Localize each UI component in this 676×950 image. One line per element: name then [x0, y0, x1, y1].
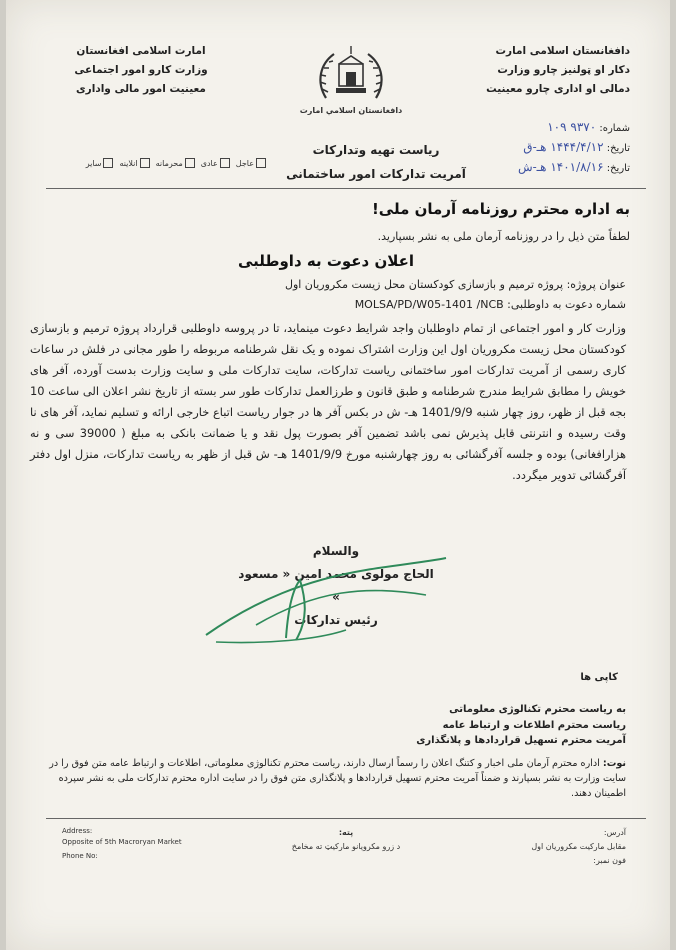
handwritten-signature-icon — [196, 540, 456, 650]
note-label: نوت: — [602, 758, 626, 769]
announcement-title: اعلان دعوت به داوطلبی — [237, 252, 415, 270]
number-value: ۹۳۷۰ ۱۰۹ — [547, 120, 597, 134]
header-right-line: دکار او ټولنیز چارو وزارت — [497, 64, 630, 76]
copies-label: کاپی ها — [580, 672, 618, 683]
addressee — [70, 200, 630, 218]
footer-dari — [446, 826, 626, 868]
letter-page — [6, 0, 670, 950]
note-text: اداره محترم آرمان ملی اخبار و کتنگ اعلان را رسماً ارسال دارند، ریاست محترم تکنالوژی معلوماتی، اطلاعات و ارتباط عامه متن فوق را در سایت وزارت به نشر بسپارند و ضمناً آمریت محترم تسهیل قراردادها و پلانگذاری متن فوق را در سایت اداره محترم تدارکات ملی به نشر سپرده اطمینان دهند. — [49, 758, 626, 799]
footer-dari-label: آدرس: — [603, 828, 626, 837]
department-line: آمریت تدارکات امور ساختمانی — [286, 167, 466, 181]
footer-english — [62, 826, 202, 862]
footer-pashto-address: د زرو مکرویانو مارکیټ ته مخامخ — [291, 842, 401, 851]
cc-item: ریاست محترم اطلاعات و ارتباط عامه — [442, 719, 626, 731]
emblem-caption: دافغانستان اسلامي امارت — [299, 106, 403, 115]
classification-checkboxes — [46, 158, 266, 168]
footer-address-label: Address: — [62, 827, 93, 835]
header-right-line: دمالی او اداری چارو معینیت — [486, 83, 630, 95]
checkbox-confidential[interactable]: محرمانه — [156, 158, 195, 168]
checkbox-online[interactable]: انلاینه — [119, 158, 149, 168]
tender-number-line: شماره دعوت به داوطلبی: MOLSA/PD/W05-1401 /NCB — [354, 298, 626, 311]
header-right — [430, 42, 630, 99]
cc-item: آمریت محترم تسهیل قراردادها و پلانگذاری — [416, 735, 626, 746]
footer-divider — [46, 818, 646, 819]
footer-pashto — [256, 826, 436, 854]
request-line: لطفاً متن ذیل را در روزنامه آرمان ملی به نشر بسپارید. — [377, 230, 630, 243]
signer-name: الحاج مولوی محمد امین « مسعود » — [238, 567, 434, 604]
date-hijri-value: ۱۴۴۴/۴/۱۲ هـ-ق — [523, 140, 604, 154]
signer-title: رئیس تدارکات — [294, 613, 378, 627]
note — [26, 756, 626, 801]
number-label: شماره: — [599, 123, 630, 134]
footer-pashto-label: پته: — [338, 828, 354, 837]
addressee-text: به اداره محترم روزنامه آرمان ملی! — [371, 200, 630, 218]
emblem — [299, 40, 403, 128]
cc-item: به ریاست محترم تکنالوژی معلوماتی — [449, 704, 626, 715]
footer-dari-address: مقابل مارکیت مکروریان اول — [531, 842, 626, 851]
header-left-line: امارت اسلامی افغانستان — [76, 45, 206, 57]
header-divider — [46, 188, 646, 189]
checkbox-other[interactable]: سایر — [86, 158, 114, 168]
announcement-body: وزارت کار و امور اجتماعی از تمام داوطلبان واجد شرایط دعوت مینماید، تا در پروسه داوطلبی قرارداد پروژه ترمیم و بازسازی کودکستان محل زیست مکروریان اول این وزارت اشتراک نموده و یک نقل شرطنامه مربوطه را طور مجانی در فلش در ساعات کاری رسمی از آمریت تدارکات امور ساختمانی ریاست تدارکات، سایت تدارکات ملی و سایت وزارت بدست آورده، آفر های خویش را مطابق شرایط مندرج شرطنامه و طبق قانون و طرزالعمل تدارکات طور سر بسته از تاریخ نشر اعلان الی ساعت 10 بجه قبل از ظهر، روز چهار شنبه 1401/9/9 هـ- ش در بکس آفر ها در جوار ریاست اتباع خارجی ارائه و تسلیم نماید، آفر های نا وقت رسیده و انترنتی قابل پذیرش نمی باشد تضمین آفر بصورت پول نقد و یا ضمانت بانکی به مبلغ ( 39000 سی و نه هزارافغانی) بوده و جلسه آفرگشائی به روز چهارشنبه مورخ 1401/9/9 هـ- ش قبل از ظهر به ریاست تدارکات، منزل اول دفتر آفرگشائی تدویر میگردد. — [30, 321, 627, 482]
header-left — [46, 42, 236, 99]
project-title-line: عنوان پروژه: پروژه ترمیم و بازسازی کودکستان محل زیست مکروریان اول — [284, 278, 626, 291]
footer-phone: Phone No: — [62, 852, 98, 860]
header-left-line: وزارت کارو امور اجتماعی — [74, 64, 208, 76]
footer-dari-phone: فون نمبر: — [593, 856, 626, 865]
closing: والسلام — [312, 544, 360, 558]
date-solar-label: تاریخ: — [606, 163, 630, 174]
header-left-line: معینیت امور مالی واداری — [76, 83, 206, 95]
department-line: ریاست تهیه وتدارکات — [312, 143, 440, 157]
footer-address: Opposite of 5th Macroryan Market — [62, 838, 182, 846]
cc-list — [46, 702, 626, 749]
header-right-line: دافغانستان اسلامی امارت — [495, 45, 630, 57]
date-solar-value: ۱۴۰۱/۸/۱۶ هـ-ش — [517, 160, 604, 174]
checkbox-normal[interactable]: عادی — [201, 158, 230, 168]
date-hijri-label: تاریخ: — [606, 143, 630, 154]
checkbox-urgent[interactable]: عاجل — [236, 158, 266, 168]
department-title — [276, 138, 476, 186]
